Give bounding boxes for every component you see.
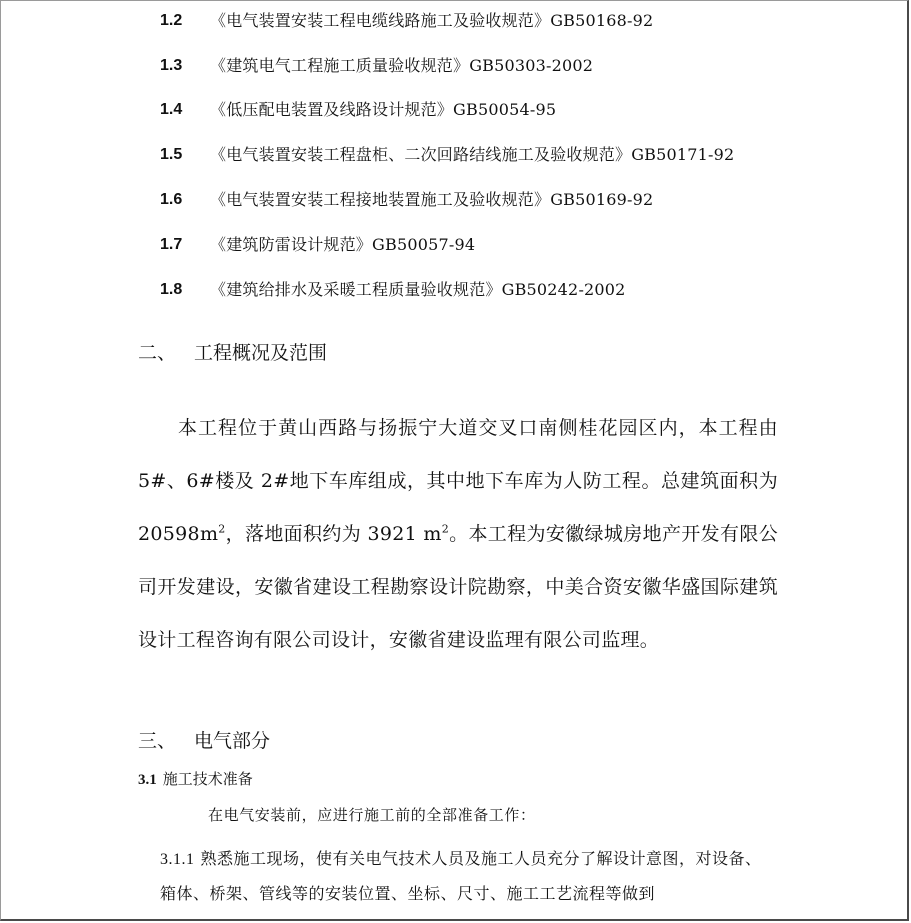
superscript: 2	[441, 522, 450, 536]
preparation-intro: 在电气安装前，应进行施工前的全部准备工作：	[208, 806, 536, 824]
subsection-number: 3.1	[138, 772, 157, 788]
reference-number: 1.4	[160, 101, 183, 118]
reference-text: 《建筑给排水及采暖工程质量验收规范》GB50242-2002	[210, 280, 626, 299]
section-title: 电气部分	[194, 730, 271, 752]
reference-number: 1.2	[160, 12, 183, 29]
reference-text: 《电气装置安装工程电缆线路施工及验收规范》GB50168-92	[210, 11, 654, 30]
reference-text: 《电气装置安装工程盘柜、二次回路结线施工及验收规范》GB50171-92	[210, 145, 735, 164]
reference-text: 《电气装置安装工程接地装置施工及验收规范》GB50169-92	[210, 190, 654, 209]
section-heading	[138, 726, 270, 753]
item-text: 熟悉施工现场，使有关电气技术人员及施工人员充分了解设计意图，对设备、箱体、桥架、管线等的安装位置、坐标、尺寸、施工工艺流程等做到	[160, 849, 762, 903]
overview-text-2: ，落地面积约为 3921 m	[225, 523, 442, 545]
reference-number: 1.7	[160, 236, 183, 253]
overview-text-1: 本工程位于黄山西路与扬振宁大道交叉口南侧桂花园区内，本工程由 5#、6#楼及 2#地下车库组成，其中地下车库为人防工程。总建筑面积为 20598m	[138, 417, 778, 545]
section-heading	[138, 338, 327, 365]
reference-text: 《低压配电装置及线路设计规范》GB50054-95	[210, 100, 557, 119]
item-number: 3.1.1	[160, 851, 195, 868]
superscript: 2	[218, 522, 226, 536]
item-paragraph	[160, 842, 772, 911]
section-number: 二、	[138, 342, 177, 364]
reference-number: 1.5	[160, 146, 183, 163]
reference-text: 《建筑防雷设计规范》GB50057-94	[210, 235, 476, 254]
subsection-title: 施工技术准备	[162, 770, 253, 788]
project-overview-paragraph	[138, 402, 778, 667]
section-title: 工程概况及范围	[194, 342, 328, 364]
section-number: 三、	[138, 730, 177, 752]
reference-text: 《建筑电气工程施工质量验收规范》GB50303-2002	[210, 56, 594, 75]
overview-text-3: 。本工程为安徽绿城房地产开发有限公司开发建设，安徽省建设工程勘察设计院勘察，中美合资安徽华盛国际建筑设计工程咨询有限公司设计，安徽省建设监理有限公司监理。	[138, 523, 778, 651]
reference-number: 1.3	[160, 57, 183, 74]
subsection-heading	[138, 768, 253, 789]
reference-number: 1.8	[160, 281, 183, 298]
reference-number: 1.6	[160, 191, 183, 208]
